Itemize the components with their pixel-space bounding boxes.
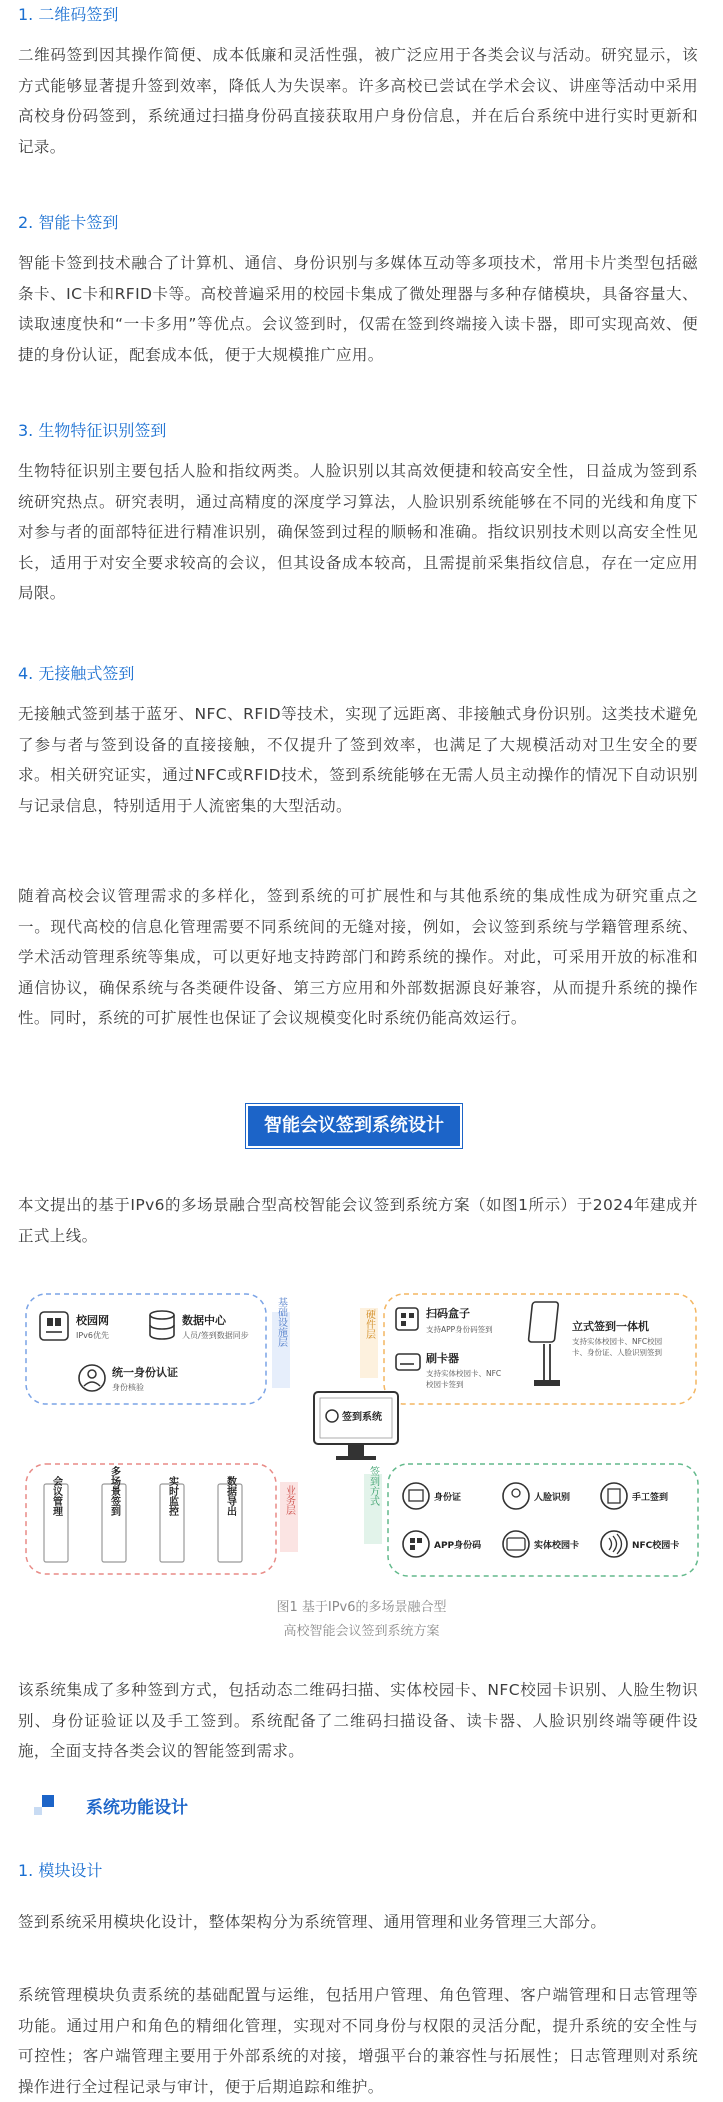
paragraph-qrcode: 二维码签到因其操作简便、成本低廉和灵活性强，被广泛应用于各类会议与活动。研究显示，该方式能够显著提升签到效率，降低人为失误率。许多高校已尝试在学术会议、讲座等活动中采用高校身份码签到，系统通过扫描身份码直接获取用户身份信息，并在后台系统中进行实时更新和记录。 bbox=[18, 46, 698, 156]
biz-multi-scene: 多场景签到 bbox=[108, 1466, 120, 1516]
paragraph-biometric: 生物特征识别主要包括人脸和指纹两类。人脸识别以其高效便捷和较高安全性，日益成为签到系统研究热点。研究表明，通过高精度的深度学习算法，人脸识别系统能够在不同的光线和角度下对参与者的面部特征进行精准识别，确保签到过程的顺畅和准确。指纹识别技术则以高安全性见长，适用于对安全要求较高的会议，但其设备成本较高，且需提前采集指纹信息，存在一定应用局限。 bbox=[18, 462, 698, 602]
campus-network-icon bbox=[40, 1312, 68, 1340]
header-square-light bbox=[34, 1807, 42, 1815]
figure-caption-line2: 高校智能会议签到系统方案 bbox=[283, 1624, 440, 1639]
mode-campus-card: 实体校园卡 bbox=[534, 1541, 580, 1551]
auth-icon bbox=[79, 1365, 105, 1391]
paragraph-intro: 本文提出的基于IPv6的多场景融合型高校智能会议签到系统方案（如图1所示）于2024年建成并正式上线。 bbox=[18, 1196, 698, 1245]
paragraph-extensibility: 随着高校会议管理需求的多样化，签到系统的可扩展性和与其他系统的集成性成为研究重点之一。现代高校的信息化管理需要不同系统间的无缝对接，例如，会议签到系统与学籍管理系统、学术活动管理系统等集成，可以更好地支持跨部门和跨系统的操作。对此，可采用开放的标准和通信协议，确保系统与各类硬件设备、第三方应用和外部数据源良好兼容，从而提升系统的操作性。同时，系统的可扩展性也保证了会议规模变化时系统仍能高效运行。 bbox=[18, 887, 698, 1027]
face-icon bbox=[503, 1483, 529, 1509]
system-architecture-diagram bbox=[22, 1288, 702, 1580]
kiosk-label: 立式签到一体机 bbox=[572, 1320, 649, 1333]
biz-meeting-mgmt: 会议管理 bbox=[50, 1476, 62, 1516]
unified-auth-label: 统一身份认证 bbox=[112, 1366, 178, 1379]
header-square-icon bbox=[42, 1795, 54, 1807]
mode-app-code: APP身份码 bbox=[434, 1541, 482, 1551]
scan-box-sub: 支持APP身份码签到 bbox=[426, 1325, 493, 1334]
paragraph-system-management: 系统管理模块负责系统的基础配置与运维，包括用户管理、角色管理、客户端管理和日志管理等功能。通过用户和角色的精细化管理，实现对不同身份与权限的灵活分配，提升系统的安全性与可控性；客户端管理主要用于外部系统的对接，增强平台的兼容性与拓展性；日志管理则对系统操作进行全过程记录与审计，便于后期追踪和维护。 bbox=[18, 1986, 698, 2096]
kiosk-sub1: 支持实体校园卡、NFC校园 bbox=[572, 1337, 663, 1346]
card-reader-label: 刷卡器 bbox=[426, 1352, 459, 1365]
section-title-function: 系统功能设计 bbox=[86, 1798, 188, 1818]
mode-face: 人脸识别 bbox=[534, 1493, 571, 1503]
paragraph-contactless: 无接触式签到基于蓝牙、NFC、RFID等技术，实现了远距离、非接触式身份识别。这类技术避免了参与者与签到设备的直接接触，不仅提升了签到效率，也满足了大规模活动对卫生安全的要求。相关研究证实，通过NFC或RFID技术，签到系统能够在无需人员主动操作的情况下自动识别与记录信息，特别适用于人流密集的大型活动。 bbox=[18, 705, 698, 815]
scan-box-label: 扫码盒子 bbox=[426, 1307, 470, 1320]
manual-icon bbox=[601, 1483, 627, 1509]
infrastructure-label: 基础设施层 bbox=[275, 1297, 287, 1347]
database-icon bbox=[150, 1311, 174, 1339]
section-heading-contactless: 4. 无接触式签到 bbox=[18, 664, 135, 683]
monitor-icon bbox=[314, 1392, 398, 1460]
mode-manual: 手工签到 bbox=[632, 1493, 669, 1503]
business-label: 业务层 bbox=[283, 1485, 295, 1515]
kiosk-sub2: 卡、身份证、人脸识别签到 bbox=[572, 1348, 662, 1357]
checkin-mode-label: 签到方式 bbox=[367, 1466, 379, 1506]
card-reader-sub1: 支持实体校园卡、NFC bbox=[426, 1369, 502, 1378]
figure-caption-line1: 图1 基于IPv6的多场景融合型 bbox=[276, 1600, 447, 1615]
section-banner bbox=[246, 1104, 466, 1154]
business-box bbox=[26, 1464, 276, 1574]
section-heading-smartcard: 2. 智能卡签到 bbox=[18, 213, 119, 232]
section-heading-module: 1. 模块设计 bbox=[18, 1861, 103, 1880]
mode-nfc: NFC校园卡 bbox=[632, 1541, 680, 1551]
app-qr-icon bbox=[403, 1531, 429, 1557]
nfc-icon bbox=[601, 1531, 627, 1557]
infrastructure-box bbox=[26, 1294, 266, 1404]
kiosk-icon bbox=[528, 1302, 560, 1386]
paragraph-module-overview: 签到系统采用模块化设计，整体架构分为系统管理、通用管理和业务管理三大部分。 bbox=[18, 1913, 607, 1931]
card-reader-icon bbox=[396, 1354, 420, 1370]
section-heading-qrcode: 1. 二维码签到 bbox=[18, 5, 119, 24]
campus-net-label: 校园网 bbox=[76, 1314, 109, 1327]
paragraph-smartcard: 智能卡签到技术融合了计算机、通信、身份识别与多媒体互动等多项技术，常用卡片类型包括磁条卡、IC卡和RFID卡等。高校普遍采用的校园卡集成了微处理器与多种存储模块，具备容量大、读取速度快和“一卡多用”等优点。会议签到时，仅需在签到终端接入读卡器，即可实现高效、便捷的身份认证，配套成本低，便于大规模推广应用。 bbox=[18, 254, 698, 364]
center-label: 签到系统 bbox=[342, 1412, 382, 1423]
campus-net-sub: IPv6优先 bbox=[76, 1331, 110, 1340]
biz-export: 数据导出 bbox=[224, 1476, 236, 1516]
checkin-box bbox=[388, 1464, 698, 1576]
hardware-label: 硬件层 bbox=[363, 1309, 375, 1339]
section-heading-biometric: 3. 生物特征识别签到 bbox=[18, 421, 167, 440]
banner-title: 智能会议签到系统设计 bbox=[246, 1104, 462, 1148]
data-center-label: 数据中心 bbox=[182, 1314, 226, 1327]
qr-scanner-icon bbox=[396, 1308, 418, 1330]
paragraph-features: 该系统集成了多种签到方式，包括动态二维码扫描、实体校园卡、NFC校园卡识别、人脸生物识别、身份证验证以及手工签到。系统配备了二维码扫描设备、读卡器、人脸识别终端等硬件设施，全面支持各类会议的智能签到需求。 bbox=[18, 1681, 698, 1760]
data-center-sub: 人员/签到数据同步 bbox=[182, 1331, 249, 1340]
unified-auth-sub: 身份核验 bbox=[112, 1383, 144, 1392]
id-card-icon bbox=[403, 1483, 429, 1509]
biz-monitor: 实时监控 bbox=[166, 1476, 178, 1516]
card-reader-sub2: 校园卡签到 bbox=[426, 1380, 464, 1389]
mode-id-card: 身份证 bbox=[434, 1493, 462, 1503]
